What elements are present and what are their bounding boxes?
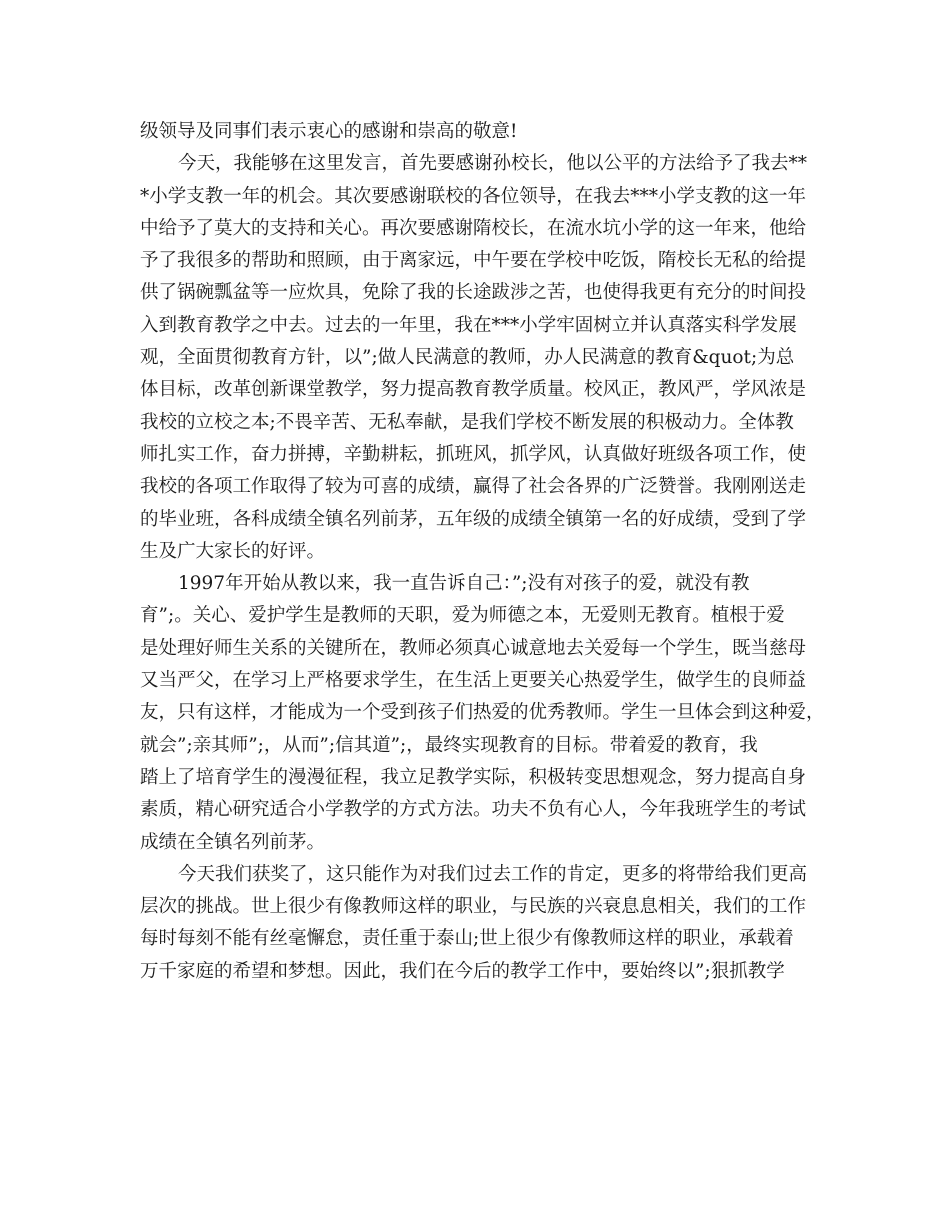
text-line: *小学支教一年的机会。其次要感谢联校的各位领导，在我去***小学支教的这一年 [140,185,807,207]
paragraph-4 [140,859,830,988]
text-line: 生及广大家长的好评。 [140,540,326,562]
text-line: 观，全面贯彻教育方针，以”;做人民满意的教师，办人民满意的教育&quot;为总 [140,347,795,369]
text-line: 育”;。关心、爱护学生是教师的天职，爱为师德之本，无爱则无教育。植根于爱 [140,605,785,627]
text-line: 供了锅碗瓢盆等一应炊具，免除了我的长途跋涉之苦，也使得我更有充分的时间投 [140,282,807,304]
text-line: 又当严父，在学习上严格要求学生，在生活上更要关心热爱学生，做学生的良师益 [140,670,807,692]
text-line: 今天，我能够在这里发言，首先要感谢孙校长，他以公平的方法给予了我去** [178,153,808,175]
text-line: 1997年开始从教以来，我一直告诉自己：”;没有对孩子的爱，就没有教 [178,573,750,595]
text-line: 每时每刻不能有丝毫懈怠，责任重于泰山;世上很少有像教师这样的职业，承载着 [140,928,794,950]
text-line: 师扎实工作，奋力拼搏，辛勤耕耘，抓班风，抓学风，认真做好班级各项工作，使 [140,443,807,465]
text-line: 中给予了莫大的支持和关心。再次要感谢隋校长，在流水坑小学的这一年来，他给 [140,217,807,239]
text-line: 体目标，改革创新课堂教学，努力提高教育教学质量。校风正，教风严，学风浓是 [140,379,807,401]
text-line: 层次的挑战。世上很少有像教师这样的职业，与民族的兴衰息息相关，我们的工作 [140,896,807,918]
text-line: 今天我们获奖了，这只能作为对我们过去工作的肯定，更多的将带给我们更高 [178,863,808,885]
text-line: 予了我很多的帮助和照顾，由于离家远，中午要在学校中吃饭，隋校长无私的给提 [140,250,807,272]
text-line: 我校的各项工作取得了较为可喜的成绩，赢得了社会各界的广泛赞誉。我刚刚送走 [140,476,807,498]
text-line: 踏上了培育学生的漫漫征程，我立足教学实际，积极转变思想观念，努力提高自身 [140,766,807,788]
text-line: 就会”;亲其师”;，从而”;信其道”;，最终实现教育的目标。带着爱的教育，我 [140,734,758,756]
paragraph-1 [140,116,830,148]
text-line: 是处理好师生关系的关键所在，教师必须真心诚意地去关爱每一个学生，既当慈母 [140,637,807,659]
text-line: 万千家庭的希望和梦想。因此，我们在今后的教学工作中，要始终以”;狠抓教学 [140,960,785,982]
text-line: 入到教育教学之中去。过去的一年里，我在***小学牢固树立并认真落实科学发展 [140,314,797,336]
paragraph-3 [140,568,830,859]
text-line: 的毕业班，各科成绩全镇名列前茅，五年级的成绩全镇第一名的好成绩，受到了学 [140,508,807,530]
body-text [140,116,830,988]
text-line: 友，只有这样，才能成为一个受到孩子们热爱的优秀教师。学生一旦体会到这种爱， [140,702,825,724]
paragraph-2 [140,148,830,568]
text-line: 级领导及同事们表示衷心的感谢和崇高的敬意! [140,121,518,142]
text-line: 我校的立校之本;不畏辛苦、无私奉献，是我们学校不断发展的积极动力。全体教 [140,411,794,433]
text-line: 成绩在全镇名列前茅。 [140,831,326,853]
text-line: 素质，精心研究适合小学教学的方式方法。功夫不负有心人，今年我班学生的考试 [140,799,807,821]
